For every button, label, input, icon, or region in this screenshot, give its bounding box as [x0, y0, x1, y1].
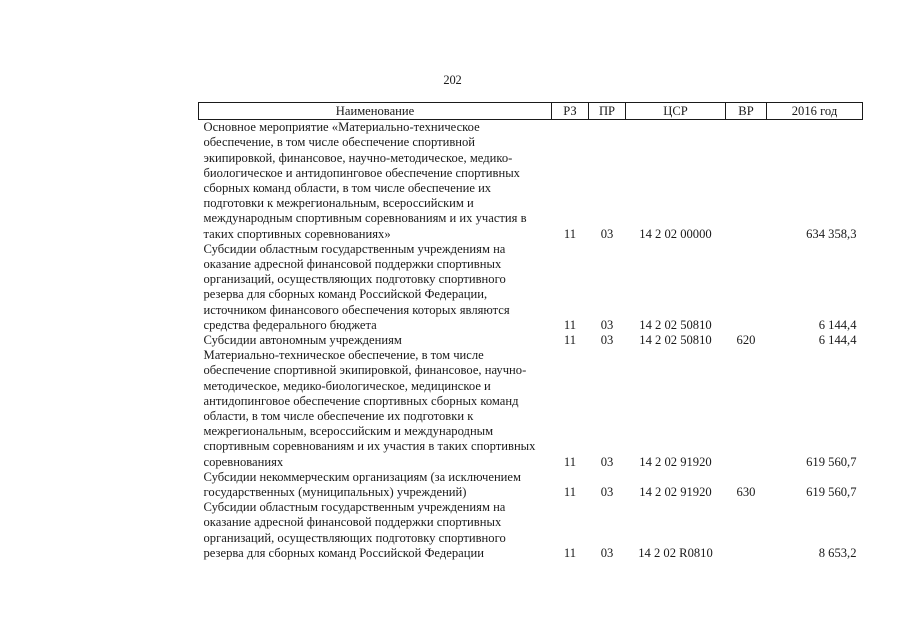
row-csr: 14 2 02 50810 [639, 333, 712, 348]
row-name: Субсидии некоммерческим организациям (за исключением государственных (муниципальных) учреждений) [203, 469, 521, 500]
row-vr: 630 [736, 485, 756, 500]
row-rz: 11 [563, 317, 577, 332]
row-amount: 619 560,7 [806, 454, 857, 469]
row-csr: 14 2 02 50810 [639, 317, 712, 332]
header-vr: ВР [726, 103, 767, 120]
row-amount: 6 144,4 [818, 317, 857, 332]
row-pr: 03 [600, 454, 614, 469]
header-rz: РЗ [552, 103, 589, 120]
row-vr [726, 242, 767, 333]
row-vr [726, 348, 767, 470]
row-rz: 11 [563, 454, 577, 469]
row-csr: 14 2 02 91920 [639, 454, 712, 469]
row-pr: 03 [600, 545, 614, 560]
table-row [199, 120, 863, 242]
row-csr: 14 2 02 R0810 [638, 545, 713, 560]
header-csr: ЦСР [626, 103, 726, 120]
budget-table [198, 102, 863, 561]
row-pr: 03 [600, 333, 614, 348]
table-row [199, 348, 863, 470]
row-vr: 620 [736, 333, 756, 348]
row-rz: 11 [563, 545, 577, 560]
header-name: Наименование [199, 103, 552, 120]
row-amount: 6 144,4 [818, 333, 857, 348]
row-amount: 634 358,3 [806, 226, 857, 241]
row-name: Субсидии областным государственным учреждениям на оказание адресной финансовой поддержки спортивных организаций, осуществляющих подготовку спортивного резерва для сборных команд Российской Федерации, источником финансового обеспечения которых являются средства федерального бюджета [203, 241, 510, 332]
table-row [199, 470, 863, 500]
row-rz: 11 [563, 485, 577, 500]
row-rz: 11 [563, 333, 577, 348]
table-row [199, 333, 863, 348]
table-row [199, 500, 863, 561]
row-name: Субсидии областным государственным учреждениям на оказание адресной финансовой поддержки спортивных организаций, осуществляющих подготовку спортивного резерва для сборных команд Российской Федерации [203, 500, 506, 560]
row-pr: 03 [600, 485, 614, 500]
table-header-row [199, 103, 863, 120]
row-vr [726, 500, 767, 561]
row-csr: 14 2 02 00000 [639, 226, 712, 241]
row-name: Субсидии автономным учреждениям [203, 333, 402, 348]
page-number: 202 [443, 73, 462, 87]
table-row [199, 242, 863, 333]
row-amount: 8 653,2 [818, 545, 857, 560]
row-pr: 03 [600, 317, 614, 332]
row-vr [726, 120, 767, 242]
row-csr: 14 2 02 91920 [639, 485, 712, 500]
row-rz: 11 [563, 226, 577, 241]
row-pr: 03 [600, 226, 614, 241]
header-pr: ПР [589, 103, 626, 120]
row-name: Основное мероприятие «Материально-техническое обеспечение, в том числе обеспечение спортивной экипировкой, финансовое, научно-методическое, медико-биологическое и антидопинговое обеспечение спортивных сборных команд области, в том числе обеспечение их подготовки к межрегиональным, всероссийским и международным спортивным соревнованиям и их участия в таких спортивных соревнованиях» [203, 120, 527, 241]
header-year: 2016 год [767, 103, 863, 120]
row-name: Материально-техническое обеспечение, в том числе обеспечение спортивной экипировкой, финансовое, научно-методическое, медико-биологическое, медицинское и антидопинговое обеспечение спортивных сборных команд области, в том числе обеспечение их подготовки к межрегиональным, всероссийским и международным спортивным соревнованиям и их участия в таких спортивных соревнованиях [203, 348, 536, 469]
row-amount: 619 560,7 [806, 485, 857, 500]
